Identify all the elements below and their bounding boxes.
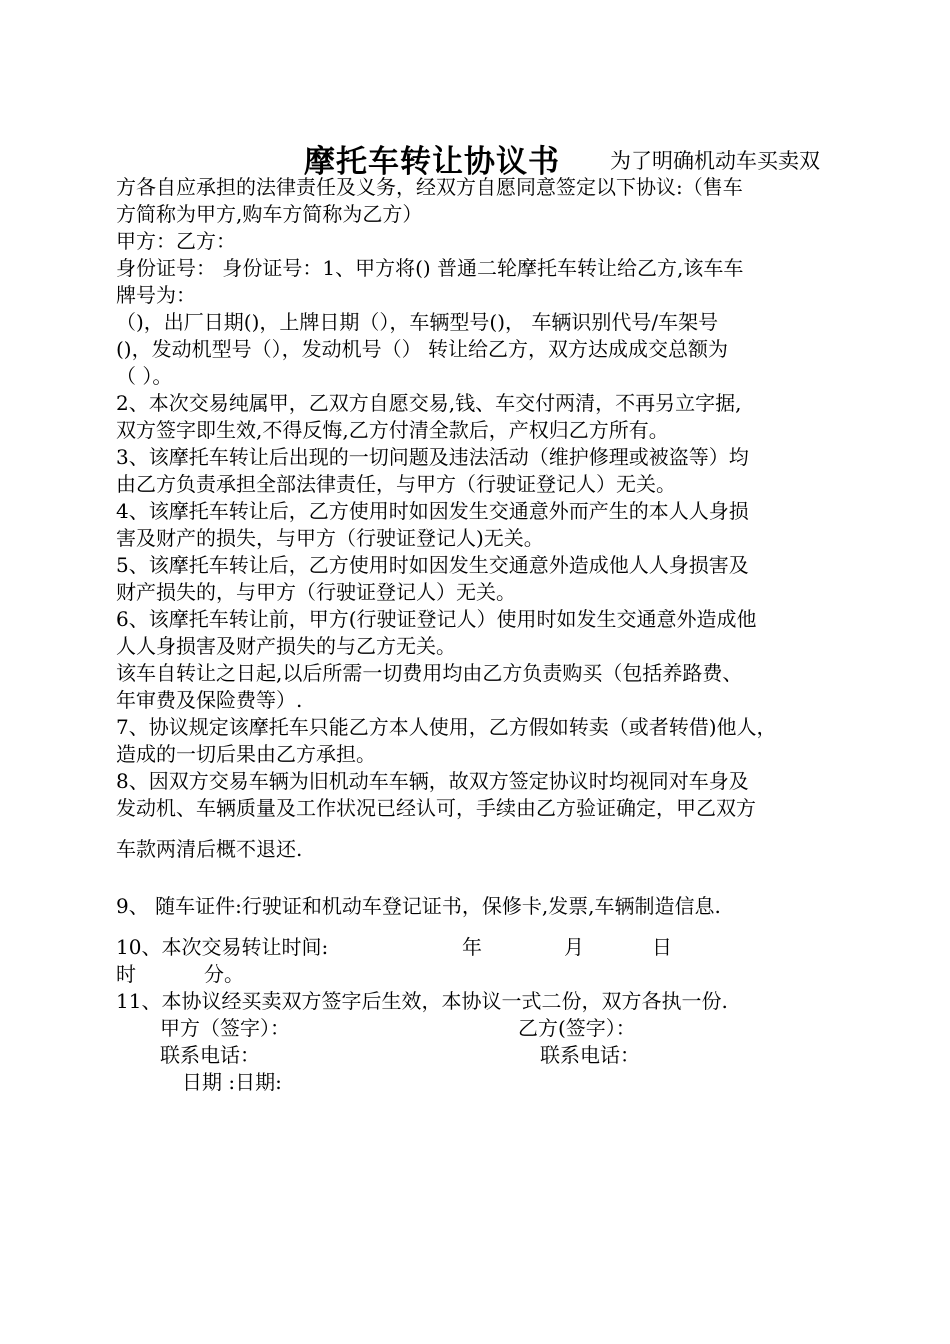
party-a-phone: 联系电话： — [160, 1043, 260, 1067]
body-line: 4、该摩托车转让后，乙方使用时如因发生交通意外而产生的本人人身损 — [116, 499, 749, 523]
body-line: ()，发动机型号（），发动机号（） 转让给乙方，双方达成成交总额为 — [116, 337, 728, 361]
signature-row — [116, 1015, 842, 1042]
body-line: 方简称为甲方,购车方简称为乙方） — [116, 202, 423, 226]
body-line: 发动机、车辆质量及工作状况已经认可，手续由乙方验证确定，甲乙双方 — [116, 796, 756, 820]
agreement-body — [116, 174, 842, 822]
item-9-documents: 9、 随车证件:行驶证和机动车登记证书，保修卡,发票,车辆制造信息. — [116, 894, 721, 918]
body-line: 方各自应承担的法律责任及义务，经双方自愿同意签定以下协议:（售车 — [116, 175, 743, 199]
body-line: 8、因双方交易车辆为旧机动车车辆，故双方签定协议时均视同对车身及 — [116, 769, 749, 793]
body-line: 由乙方负责承担全部法律责任，与甲方（行驶证登记人）无关。 — [116, 472, 676, 496]
body-line: 人人身损害及财产损失的与乙方无关。 — [116, 634, 456, 658]
body-line: 3、该摩托车转让后出现的一切问题及违法活动（维护修理或被盗等）均 — [116, 445, 749, 469]
item-11-effect: 11、本协议经买卖双方签字后生效，本协议一式二份，双方各执一份. — [116, 989, 728, 1013]
body-line: 双方签字即生效,不得反悔,乙方付清全款后，产权归乙方所有。 — [116, 418, 669, 442]
body-line-refund: 车款两清后概不退还. — [116, 837, 303, 861]
body-line: 造成的一切后果由乙方承担。 — [116, 742, 376, 766]
body-line: 牌号为： — [116, 283, 196, 307]
transfer-time-label: 10、本次交易转让时间: — [116, 935, 329, 959]
body-line: 6、该摩托车转让前，甲方(行驶证登记人）使用时如发生交通意外造成他 — [116, 607, 757, 631]
body-line: 7、协议规定该摩托车只能乙方本人使用，乙方假如转卖（或者转借)他人， — [116, 715, 777, 739]
month-label: 月 — [564, 935, 584, 959]
body-line: 2、本次交易纯属甲，乙双方自愿交易,钱、车交付两清，不再另立字据, — [116, 391, 742, 415]
minute-label: 分。 — [204, 962, 244, 986]
intro-text-start: 为了明确机动车买卖双 — [610, 149, 820, 173]
date-row — [116, 1069, 842, 1096]
title-line — [116, 136, 842, 180]
body-line: 年审费及保险费等）. — [116, 688, 303, 712]
phone-row — [116, 1042, 842, 1069]
item-10-time — [116, 934, 842, 961]
body-line: 该车自转让之日起,以后所需一切费用均由乙方负责购买（包括养路费、 — [116, 661, 743, 685]
body-line: 身份证号： 身份证号：1、甲方将() 普通二轮摩托车转让给乙方,该车车 — [116, 256, 744, 280]
year-label: 年 — [462, 935, 482, 959]
day-label: 日 — [652, 935, 672, 959]
body-line: （)，出厂日期()，上牌日期（），车辆型号()， 车辆识别代号/车架号 — [116, 310, 719, 334]
body-line: 害及财产的损失，与甲方（行驶证登记人)无关。 — [116, 526, 544, 550]
item-10-time-cont — [116, 961, 842, 988]
body-line: 甲方：乙方： — [116, 229, 236, 253]
body-line: 5、该摩托车转让后，乙方使用时如因发生交通意外造成他人人身损害及 — [116, 553, 749, 577]
agreement-document — [116, 136, 842, 1096]
party-b-signature: 乙方(签字）： — [518, 1016, 636, 1040]
document-title: 摩托车转让协议书 — [304, 144, 560, 180]
party-a-signature: 甲方（签字）： — [160, 1016, 290, 1040]
body-line: 财产损失的，与甲方（行驶证登记人）无关。 — [116, 580, 516, 604]
signature-date: 日期 :日期: — [182, 1070, 282, 1094]
party-b-phone: 联系电话： — [540, 1043, 640, 1067]
body-line: （ ）。 — [116, 364, 173, 388]
hour-label: 时 — [116, 962, 136, 986]
